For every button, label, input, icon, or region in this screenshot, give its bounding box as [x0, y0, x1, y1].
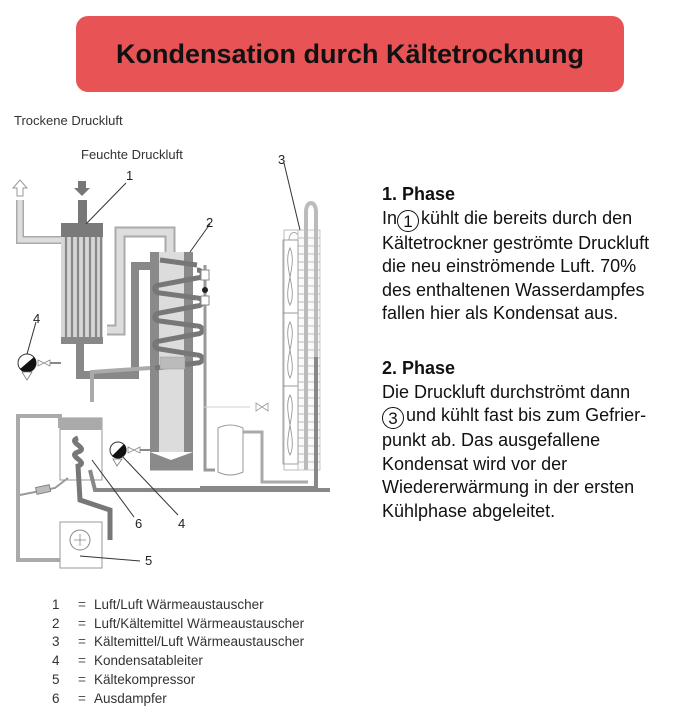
phase-2-line: Kühlphase abgeleitet. [382, 500, 556, 521]
phase-2-line: Wiedererwärmung in der ersten [382, 477, 635, 497]
callout-1: 1 [126, 168, 134, 183]
legend-item: 4 = Kondensatableiter [52, 653, 203, 669]
callout-3: 3 [278, 152, 286, 167]
callout-2: 2 [206, 215, 214, 230]
phase-2-line-2 [382, 404, 646, 429]
legend-item: 5 = Kältekompressor [52, 671, 196, 687]
phase-1-ref-prefix: In [382, 207, 398, 228]
phase-2-block [382, 357, 646, 523]
inlet-arrow-icon [74, 181, 90, 196]
drain-trap-icon [110, 442, 150, 466]
callout-4a: 4 [33, 311, 41, 326]
phase-2-line-1: Die Druckluft durchströmt dann [382, 381, 631, 402]
phase-1-heading: 1. Phase [382, 184, 456, 204]
circled-ref-3: 3 [382, 407, 404, 429]
legend-item: 3 = Kältemittel/Luft Wärmeaustauscher [52, 634, 305, 650]
circled-ref-1: 1 [397, 210, 419, 232]
callout-5: 5 [145, 553, 153, 568]
phase-2-line: Kondensat wird vor der [382, 453, 568, 474]
phase-2-line-2-rest: und kühlt fast bis zum Gefrier- [406, 405, 647, 425]
compressor-5 [60, 522, 102, 568]
legend-item: 1 = Luft/Luft Wärmeaustauscher [52, 597, 264, 612]
phase-1-line: Kältetrockner geströmte Druckluft [382, 232, 650, 253]
page-title: Kondensation durch Kältetrocknung [115, 38, 585, 69]
phase-1-line-1-rest: kühlt die bereits durch den [421, 207, 633, 228]
heat-exchanger-1 [61, 223, 103, 344]
phase-1-line: des enthaltenen Wasserdampfes [382, 279, 645, 300]
component-legend [52, 596, 304, 708]
heat-exchanger-2 [150, 252, 202, 470]
phase-1-line-1 [382, 207, 649, 232]
phase-2-line: punkt ab. Das ausgefallene [382, 430, 601, 450]
phase-1-line: die neu einströmende Luft. 70% [382, 256, 637, 276]
refrigeration-dryer-diagram [0, 100, 360, 590]
label-dry-air: Trockene Druckluft [14, 113, 123, 128]
label-wet-air: Feuchte Druckluft [81, 147, 183, 162]
phase-1-block [382, 183, 649, 326]
callout-6: 6 [135, 516, 143, 531]
callout-4b: 4 [178, 516, 186, 531]
title-banner [76, 16, 624, 92]
legend-item: 2 = Luft/Kältemittel Wärmeaustauscher [52, 615, 305, 631]
phase-1-line: fallen hier als Kondensat aus. [382, 303, 619, 323]
legend-item: 6 = Ausdampfer [52, 690, 167, 706]
phase-2-heading: 2. Phase [382, 358, 456, 378]
drain-trap-icon [18, 354, 61, 380]
outlet-arrow-icon [13, 180, 27, 196]
